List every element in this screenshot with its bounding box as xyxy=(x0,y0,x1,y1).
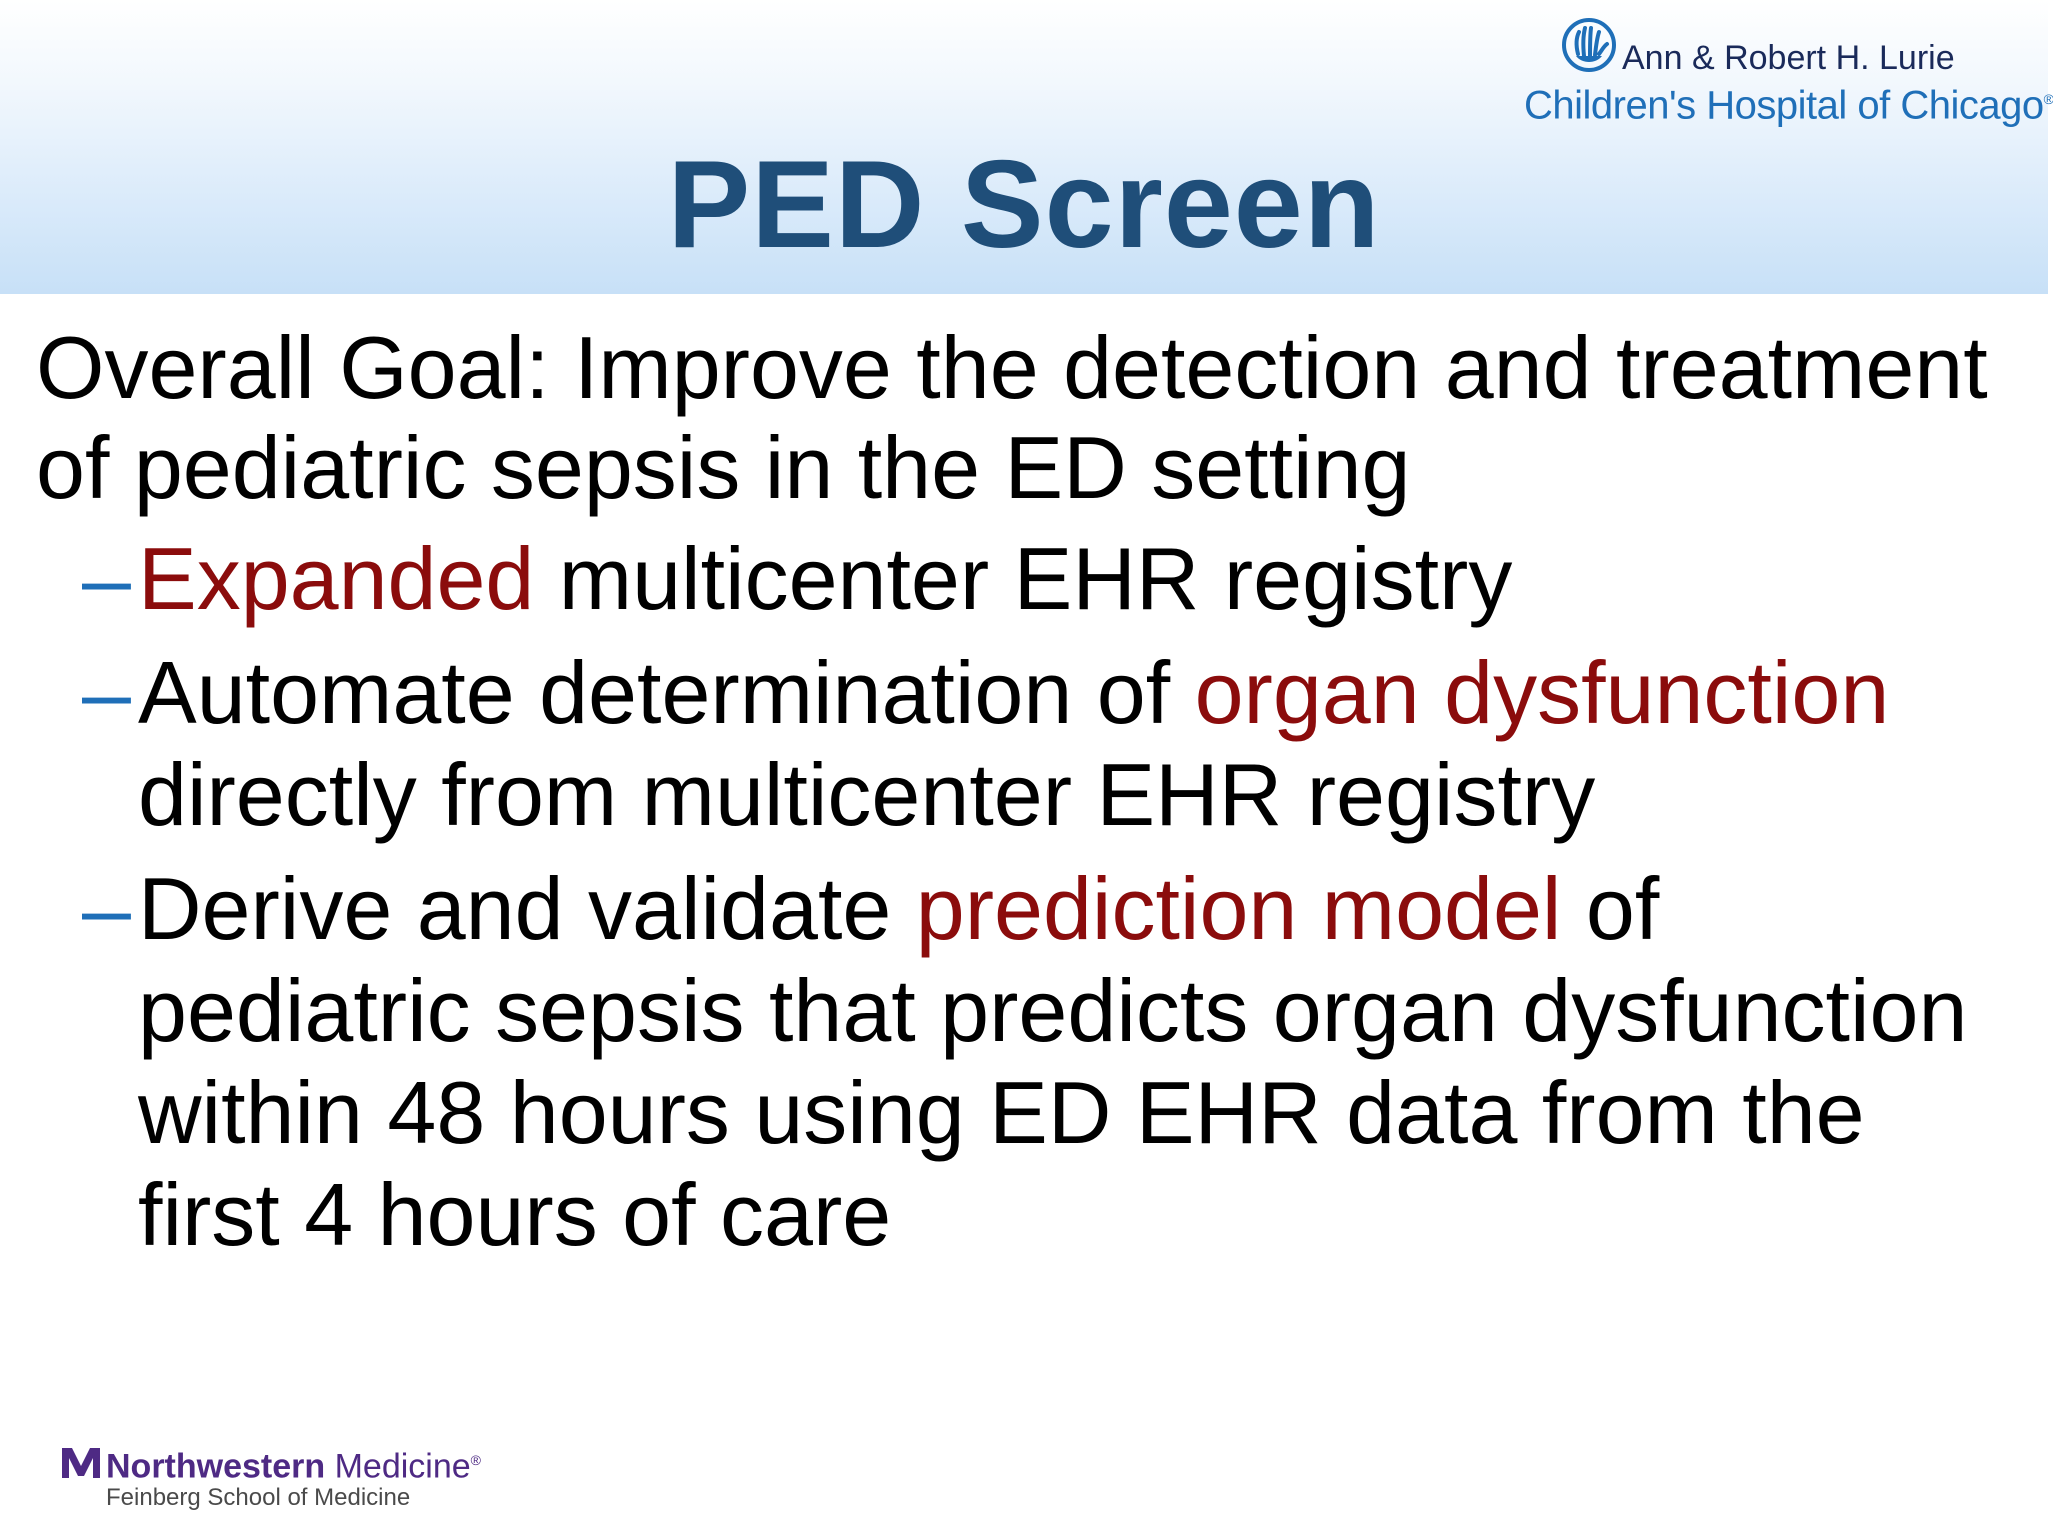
lurie-logo-line1: Ann & Robert H. Lurie xyxy=(1622,39,1955,77)
northwestern-logo-line1 xyxy=(106,1440,481,1486)
bullet-dash: – xyxy=(82,859,131,958)
overall-goal-text: Overall Goal: Improve the detection and treatment of pediatric sepsis in the ED setting xyxy=(36,318,1988,517)
bullet-item xyxy=(36,858,2016,1266)
emphasized-text: organ dysfunction xyxy=(1194,643,1890,742)
bullet-dash: – xyxy=(82,643,131,742)
lurie-logo-line2-text: Children's Hospital of Chicago xyxy=(1524,83,2044,128)
bullet-text: Derive and validate xyxy=(138,859,916,958)
bullet-text: Automate determination of xyxy=(138,643,1195,742)
bullet-item xyxy=(36,528,2016,630)
medicine-word: Medicine xyxy=(325,1447,471,1486)
bullet-text: of pediatric sepsis that predicts organ dysfunction within 48 hours using ED EHR data from the first 4 hours of care xyxy=(138,859,1968,1264)
bullet-dash: – xyxy=(82,529,131,628)
lurie-logo-line2 xyxy=(1524,76,2053,128)
northwestern-word: Northwestern xyxy=(106,1447,326,1486)
northwestern-medicine-logo xyxy=(60,1440,540,1520)
slide-title: PED Screen xyxy=(667,136,1381,274)
bullet-item xyxy=(36,642,2016,846)
bullet-text: directly from multicenter EHR registry xyxy=(138,745,1596,844)
slide-body xyxy=(36,318,2016,1278)
lurie-childrens-logo xyxy=(1524,18,2053,128)
bullet-text: multicenter EHR registry xyxy=(534,529,1513,628)
feinberg-subline: Feinberg School of Medicine xyxy=(106,1484,411,1511)
registered-mark: ® xyxy=(2043,91,2053,107)
emphasized-text: prediction model xyxy=(915,859,1562,958)
registered-mark: ® xyxy=(470,1452,481,1468)
bullet-list xyxy=(36,528,2016,1266)
hand-icon xyxy=(1562,18,1616,72)
nm-monogram-icon xyxy=(60,1444,102,1480)
emphasized-text: Expanded xyxy=(138,529,535,628)
